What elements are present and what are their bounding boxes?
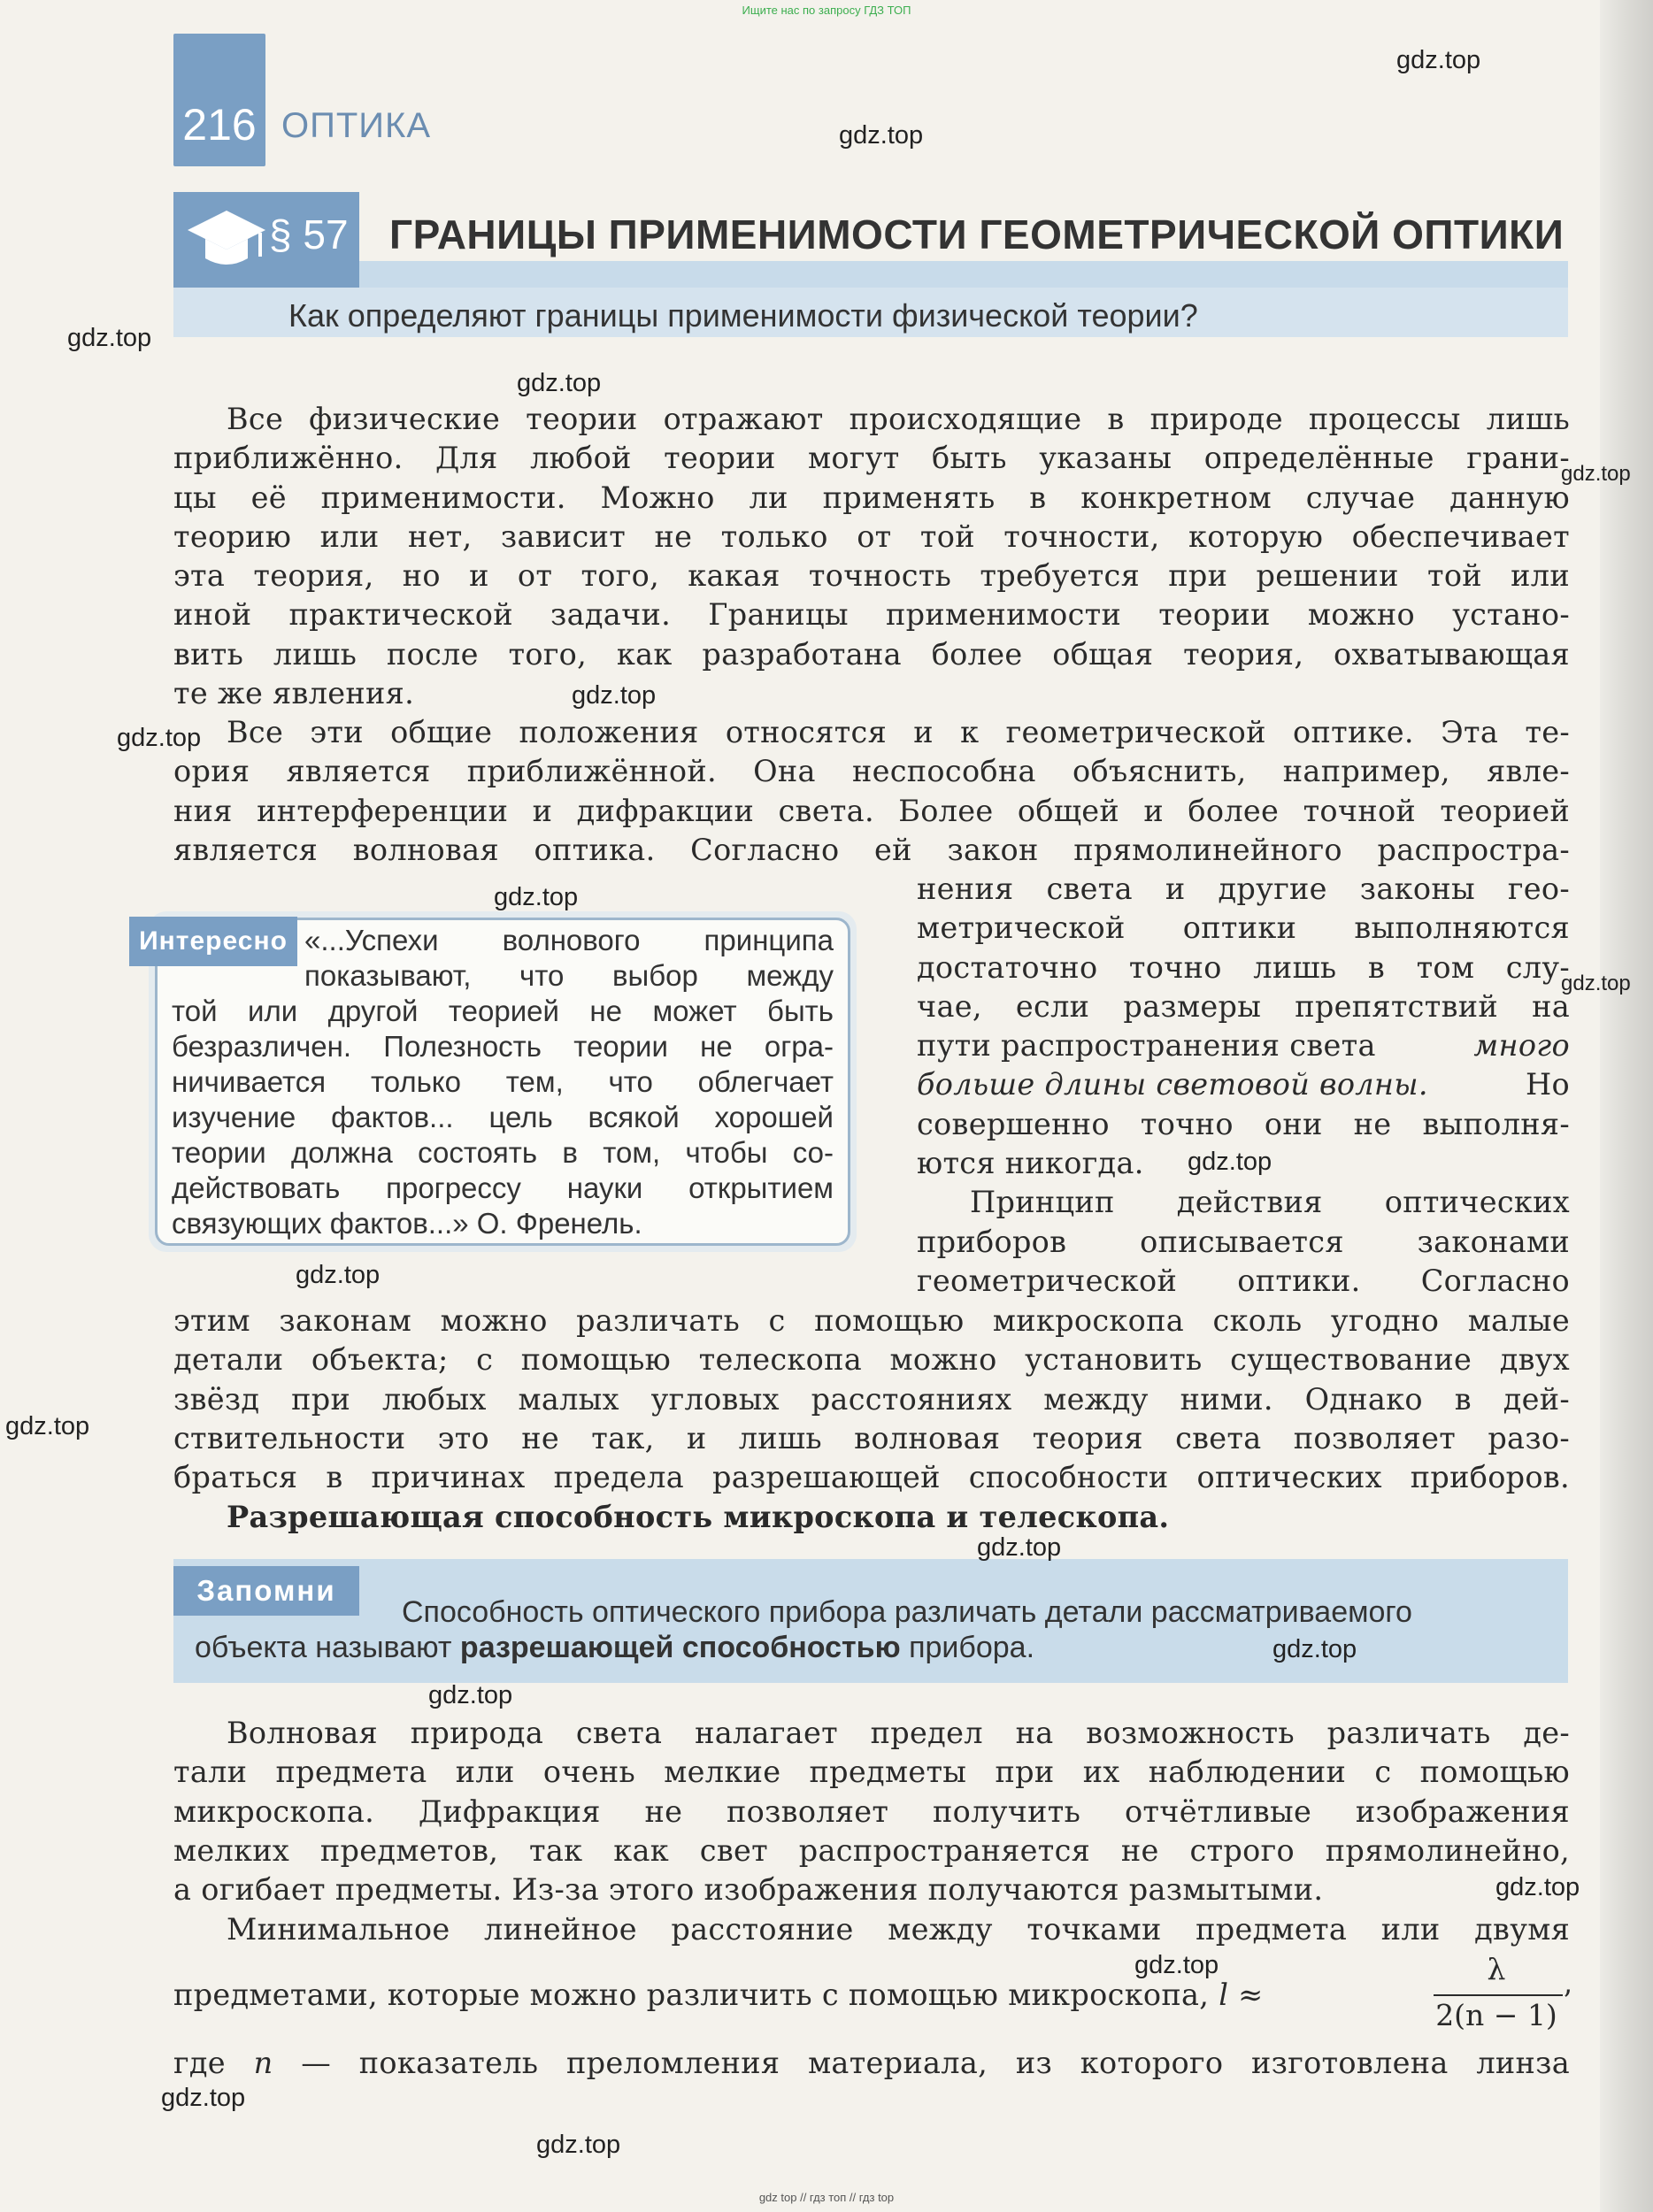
paragraph-2: [173, 713, 1570, 870]
graduation-cap-icon: [186, 202, 267, 276]
watermark: gdz.top: [5, 1412, 90, 1440]
text-line: ются никогда.: [917, 1146, 1144, 1181]
watermark: gdz.top: [572, 681, 657, 710]
quote-line: изучение фактов... цель всякой хорошей: [172, 1101, 834, 1133]
paragraph-4: [173, 1714, 1570, 1909]
section-title: ГРАНИЦЫ ПРИМЕНИМОСТИ ГЕОМЕТРИЧЕСКОЙ ОПТИКИ: [389, 211, 1565, 257]
watermark: gdz.top: [1396, 46, 1481, 74]
remember-line-1: Способность оптического прибора различать детали рассматриваемого: [402, 1595, 1412, 1629]
text-line: Все физические теории отражают происходящие в природе процессы лишь: [227, 402, 1570, 436]
quote-line: показывают, что выбор между: [304, 959, 834, 992]
quote-line: «...Успехи волнового принципа: [304, 924, 834, 956]
chapter-title: ОПТИКА: [281, 106, 432, 145]
page-number: 216: [182, 100, 257, 150]
quote-line: теории должна состоять в том, чтобы со-: [172, 1136, 834, 1169]
watermark: gdz.top: [1495, 1873, 1580, 1901]
text-span: объекта называют: [195, 1631, 452, 1664]
interesting-quote: [172, 923, 834, 1241]
text-line: Все эти общие положения относятся и к геометрической оптике. Эта те-: [227, 715, 1570, 749]
bottom-note: gdz top // гдз топ // гдз top: [758, 2191, 895, 2204]
formula-numerator: λ: [1487, 1952, 1506, 1986]
text-line: микроскопа. Дифракция не позволяет получить отчётливые изображения: [173, 1793, 1570, 1829]
watermark: gdz.top: [517, 369, 602, 397]
text-line: а огибает предметы. Из-за этого изображения получаются размытыми.: [173, 1872, 1324, 1908]
text-line: ория является приближённой. Она неспособна объяснить, например, явле-: [173, 754, 1570, 789]
text-line: совершенно точно они не выполня-: [917, 1106, 1570, 1141]
variable-n: n: [253, 2046, 273, 2080]
text-line: геометрической оптики. Согласно: [917, 1263, 1570, 1298]
text-line: [917, 1065, 1570, 1104]
text-line: ствительности это не так, и лишь волновая теория света позволяет разо-: [173, 1420, 1570, 1455]
italic-span: больше длины световой волны.: [917, 1067, 1428, 1102]
watermark: gdz.top: [296, 1261, 381, 1289]
paragraph-2-right-column: [917, 870, 1570, 1301]
subheading: Разрешающая способность микроскопа и телескопа.: [227, 1500, 1170, 1534]
fraction-bar: [1434, 1994, 1563, 1996]
watermark: gdz.top: [494, 883, 579, 911]
text-line: нения света и другие законы гео-: [917, 872, 1570, 906]
text-line: детали объекта; с помощью телескопа можно установить существование двух: [173, 1342, 1570, 1378]
top-search-note: Ищите нас по запросу ГДЗ ТОП: [742, 4, 911, 17]
text-span: — показатель преломления материала, из которого изготовлена линза: [301, 2046, 1571, 2080]
interesting-label: Интересно: [129, 917, 297, 966]
text-line: метрической оптики выполняются: [917, 910, 1570, 946]
watermark: gdz.top: [1561, 462, 1631, 486]
text-line: Волновая природа света налагает предел на возможность различать де-: [227, 1716, 1570, 1750]
quote-line: безразличен. Полезность теории не огра-: [172, 1030, 834, 1063]
text-line: звёзд при любых малых угловых расстояниях между ними. Однако в дей-: [173, 1381, 1570, 1417]
text-line: достаточно точно лишь в том слу-: [917, 949, 1570, 985]
page-edge-shadow: [1600, 0, 1653, 2212]
text-line: мелких предметов, так как свет распространяется не строго прямолинейно,: [173, 1832, 1570, 1868]
watermark: gdz.top: [977, 1533, 1062, 1562]
text-line: вить лишь после того, как разработана более общая теория, охватывающая: [173, 636, 1570, 672]
paragraph-5-line-1: Минимальное линейное расстояние между точками предмета или двумя: [227, 1912, 1570, 1947]
text-span: предметами, которые можно различить с помощью микроскопа,: [173, 1978, 1210, 2012]
watermark: gdz.top: [1188, 1148, 1272, 1176]
watermark: gdz.top: [428, 1681, 513, 1709]
text-line: тали предмета или очень мелкие предметы при их наблюдении с помощью: [173, 1755, 1570, 1790]
remember-line-2: [195, 1630, 1034, 1665]
italic-span: много: [1473, 1028, 1570, 1064]
text-span: где: [173, 2046, 226, 2080]
watermark: gdz.top: [839, 121, 924, 150]
text-line: [917, 1026, 1570, 1065]
watermark: gdz.top: [67, 324, 152, 352]
text-line: цы её применимости. Можно ли применять в конкретном случае данную: [173, 480, 1570, 515]
formula-comma: ’: [1563, 1984, 1572, 2018]
formula-denominator: 2(n − 1): [1435, 1998, 1557, 2032]
text-line: чае, если размеры препятствий на: [917, 988, 1570, 1024]
text-line: Принцип действия оптических: [970, 1185, 1570, 1220]
formula-lhs: l ≈: [1219, 1978, 1264, 2012]
text-span: прибора.: [909, 1631, 1035, 1664]
remember-label: Запомни: [173, 1566, 359, 1616]
watermark: gdz.top: [1134, 1951, 1219, 1979]
term-bold: разрешающей способностью: [459, 1631, 901, 1664]
watermark: gdz.top: [1561, 972, 1631, 995]
watermark: gdz.top: [536, 2131, 621, 2159]
watermark: gdz.top: [1272, 1635, 1357, 1663]
section-question: Как определяют границы применимости физической теории?: [288, 297, 1198, 334]
section-number: § 57: [269, 211, 349, 257]
quote-line: связующих фактов...» О. Френель.: [172, 1207, 642, 1240]
quote-line: ничивается только тем, что облегчает: [172, 1065, 834, 1098]
text-line: этим законам можно различать с помощью микроскопа сколь угодно малые: [173, 1303, 1570, 1338]
text-line: иной практической задачи. Границы применимости теории можно устано-: [173, 597, 1570, 633]
text-line: теорию или нет, зависит не только от той точности, которую обеспечивает: [173, 518, 1570, 554]
paragraph-3: [173, 1302, 1570, 1497]
text-line: приборов описывается законами: [917, 1224, 1570, 1259]
text-line: приближённо. Для любой теории могут быть указаны определённые грани-: [173, 441, 1570, 476]
text-line: те же явления.: [173, 676, 415, 711]
paragraph-5-line-2: [173, 1976, 1412, 2015]
paragraph-5-line-3: [173, 2044, 1570, 2083]
text-line: является волновая оптика. Согласно ей закон прямолинейного распростра-: [173, 832, 1570, 867]
watermark: gdz.top: [117, 724, 202, 752]
quote-line: той или другой теорией не может быть: [172, 995, 834, 1027]
quote-line: действовать прогрессу науки открытием: [172, 1171, 834, 1204]
text-line: браться в причинах предела разрешающей способности оптических приборов.: [173, 1460, 1570, 1495]
text-span: Но: [1526, 1067, 1570, 1102]
text-line: ния интерференции и дифракции света. Более общей и более точной теорией: [173, 793, 1570, 828]
text-span: пути распространения света: [917, 1028, 1376, 1064]
watermark: gdz.top: [161, 2084, 246, 2112]
text-line: эта теория, но и от того, какая точность требуется при решении той или: [173, 558, 1570, 594]
paragraph-1: [173, 400, 1570, 713]
